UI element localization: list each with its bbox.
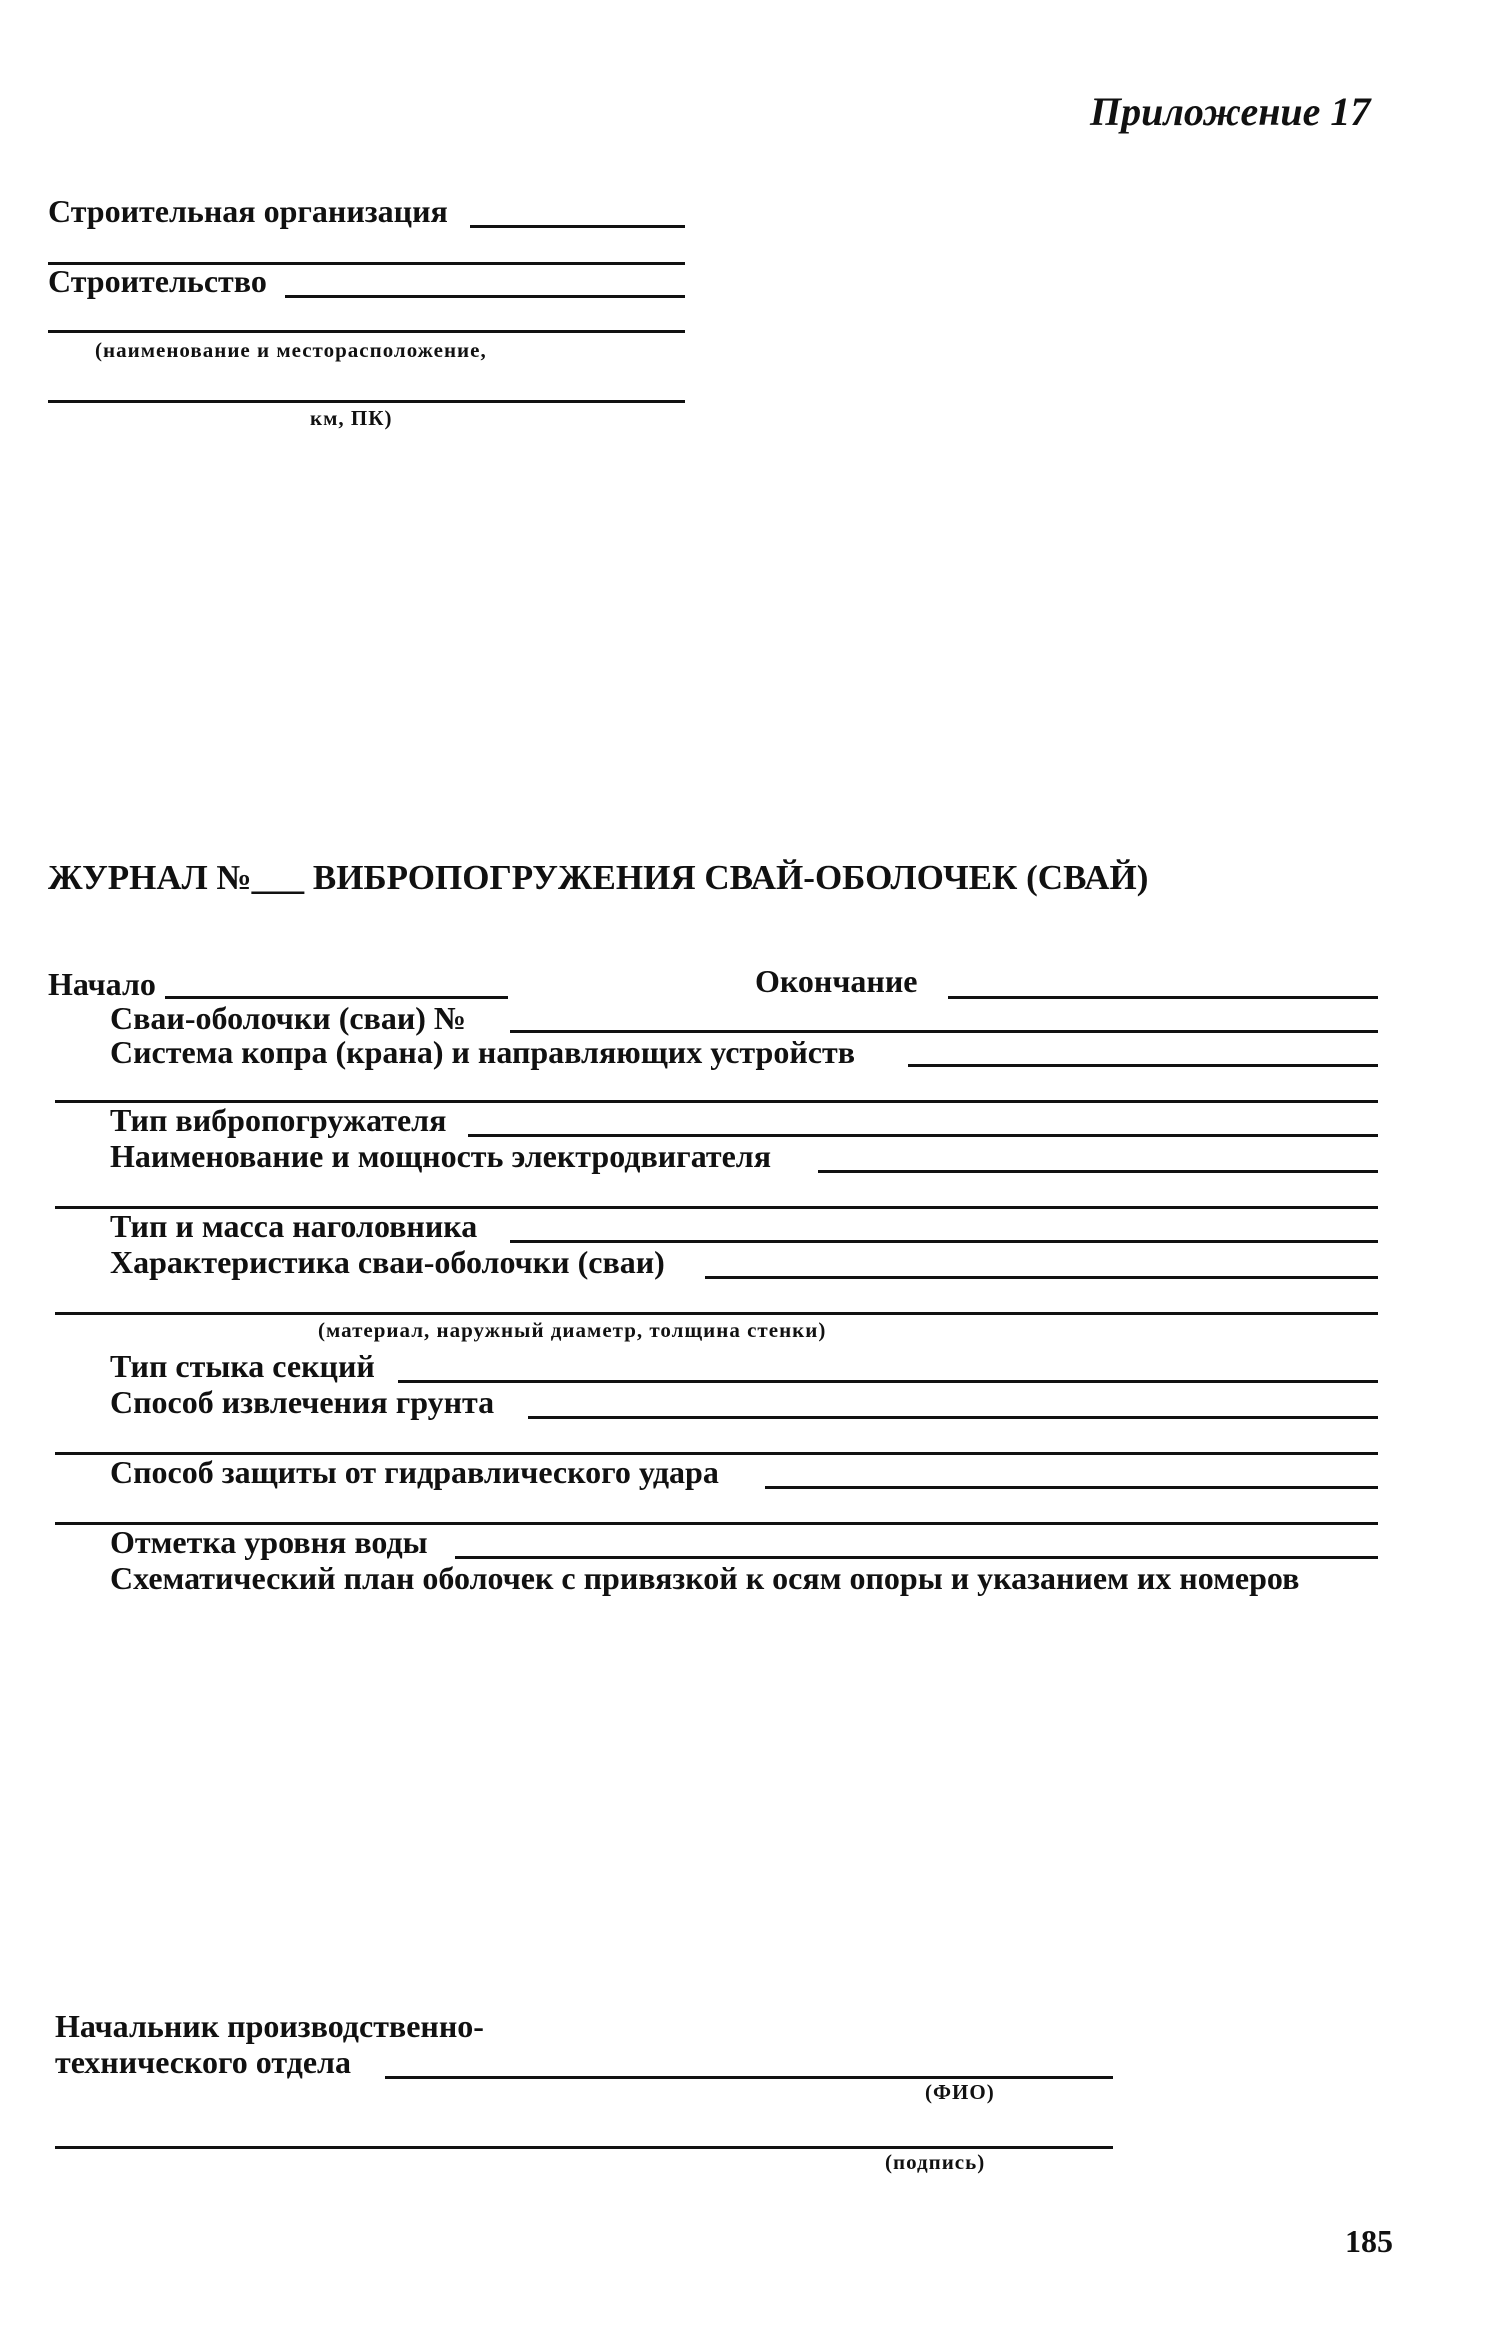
role-line2: технического отдела [55,2044,351,2080]
hammer-protection-label: Способ защиты от гидравлического удара [110,1454,719,1490]
appendix-label: Приложение 17 [1090,89,1371,134]
pile-no-label: Сваи-оболочки (сваи) № [110,1000,467,1036]
signature-field[interactable] [55,2146,1113,2149]
helmet-field[interactable] [510,1240,1378,1243]
site-field-line3[interactable] [48,400,685,403]
vibrator-type-field[interactable] [468,1134,1378,1137]
org-label: Строительная организация [48,193,448,229]
signature-caption: (подпись) [885,2150,986,2174]
start-label: Начало [48,966,156,1002]
end-field[interactable] [948,996,1378,999]
site-field[interactable] [285,295,685,298]
motor-field[interactable] [818,1170,1378,1173]
pile-spec-note: (материал, наружный диаметр, толщина стенки) [318,1318,827,1342]
fio-caption: (ФИО) [925,2080,995,2104]
page-number: 185 [1345,2223,1393,2259]
helmet-label: Тип и масса наголовника [110,1208,478,1244]
hammer-protection-field[interactable] [765,1486,1378,1489]
vibrator-type-label: Тип вибропогружателя [110,1102,447,1138]
pile-spec-field[interactable] [705,1276,1378,1279]
org-field[interactable] [470,225,685,228]
journal-title: ЖУРНАЛ №___ ВИБРОПОГРУЖЕНИЯ СВАЙ-ОБОЛОЧЕК (СВАЙ) [48,858,1149,897]
end-label: Окончание [755,963,918,999]
water-level-label: Отметка уровня воды [110,1524,428,1560]
site-note-line1: (наименование и месторасположение, [95,338,487,362]
fio-field[interactable] [385,2076,1113,2079]
site-label: Строительство [48,263,267,299]
motor-label: Наименование и мощность электродвигателя [110,1138,772,1174]
joint-type-label: Тип стыка секций [110,1348,375,1384]
site-note-line2: км, ПК) [310,406,393,430]
pile-spec-field-line2[interactable] [55,1312,1378,1315]
rig-system-field[interactable] [908,1064,1378,1067]
pile-spec-label: Характеристика сваи-оболочки (сваи) [110,1244,665,1280]
role-line1: Начальник производственно- [55,2008,484,2044]
water-level-field[interactable] [455,1556,1378,1559]
soil-removal-label: Способ извлечения грунта [110,1384,495,1420]
joint-type-field[interactable] [398,1380,1378,1383]
pile-no-field[interactable] [510,1030,1378,1033]
scheme-label: Схематический план оболочек с привязкой к осям опоры и указанием их номеров [110,1560,1300,1596]
start-field[interactable] [165,996,508,999]
soil-removal-field[interactable] [528,1416,1378,1419]
site-field-line2[interactable] [48,330,685,333]
rig-system-label: Система копра (крана) и направляющих устройств [110,1034,855,1070]
